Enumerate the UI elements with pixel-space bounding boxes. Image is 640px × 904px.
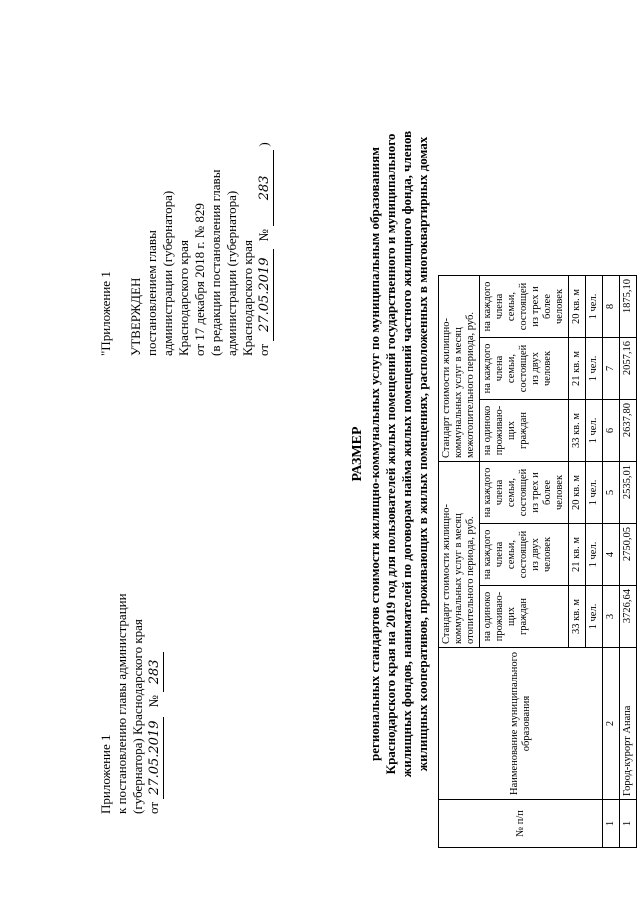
standards-table <box>438 275 637 848</box>
approved-line-4: администрации (губернатора) <box>160 190 175 356</box>
row-value: 2750,05 <box>620 524 637 586</box>
area-cell: 20 кв. м <box>569 462 586 524</box>
persons-cell: 1 чел. <box>586 586 603 648</box>
header-heating-period: Стандарт стоимости жилищно-коммунальных услуг в месяц отопительного периода, руб. <box>439 462 480 648</box>
title-line-1: региональных стандартов стоимости жилищно-коммунальных услуг по муниципальным образованиям <box>367 147 382 761</box>
left-date: 27.05.2019 <box>147 717 164 799</box>
right-appendix-title: "Приложение 1 <box>98 271 113 356</box>
left-number: 283 <box>147 652 164 692</box>
area-cell: 33 кв. м <box>569 586 586 648</box>
column-number: 6 <box>603 400 620 462</box>
table-header-row-1 <box>439 276 480 848</box>
approved-line-6: от 17 декабря 2018 г. № 829 <box>192 203 207 356</box>
column-number: 8 <box>603 276 620 338</box>
right-number: 283 <box>257 150 274 226</box>
approved-line-3: постановлением главы <box>144 230 159 356</box>
header-nonheating-single: на одиноко проживаю-щих граждан <box>480 400 569 462</box>
approved-line-8: администрации (губернатора) <box>224 190 239 356</box>
persons-cell: 1 чел. <box>586 276 603 338</box>
area-cell: 21 кв. м <box>569 524 586 586</box>
header-nonheating-two: на каждого члена семьи, состоящей из двух человек <box>480 338 569 400</box>
column-number: 7 <box>603 338 620 400</box>
right-header-block <box>98 142 274 356</box>
row-value: 3726,64 <box>620 586 637 648</box>
persons-cell: 1 чел. <box>586 338 603 400</box>
left-header-block <box>98 593 164 814</box>
approved-line-5: Краснодарского края <box>176 240 191 356</box>
header-no: № п/п <box>439 800 603 848</box>
header-heating-two: на каждого члена семьи, состоящей из двух человек <box>480 524 569 586</box>
row-value: 1875,10 <box>620 276 637 338</box>
header-heating-three: на каждого члена семьи, состоящей из трех и более человек <box>480 462 569 524</box>
header-municipality: Наименование муниципального образования <box>439 648 603 800</box>
title-line-2: Краснодарского края на 2019 год для пользователей жилых помещений государственного и муниципального <box>383 133 398 775</box>
column-number: 5 <box>603 462 620 524</box>
column-number: 1 <box>603 800 620 848</box>
row-value: 2535,01 <box>620 462 637 524</box>
column-number-row <box>603 276 620 848</box>
persons-cell: 1 чел. <box>586 524 603 586</box>
approved-label: УТВЕРЖДЕН <box>128 277 143 356</box>
header-nonheating-three: на каждого члена семьи, состоящей из трех и более человек <box>480 276 569 338</box>
title-heading: РАЗМЕР <box>350 426 365 482</box>
area-cell: 33 кв. м <box>569 400 586 462</box>
left-governor-line: (губернатора) Краснодарского края <box>130 619 145 814</box>
document-title <box>350 74 431 834</box>
approved-line-7: (в редакции постановления главы <box>208 169 223 356</box>
row-value: 2057,16 <box>620 338 637 400</box>
approved-line-9: Краснодарского края <box>240 240 255 356</box>
area-cell: 21 кв. м <box>569 338 586 400</box>
column-number: 4 <box>603 524 620 586</box>
column-number: 2 <box>603 648 620 800</box>
table-row <box>620 276 637 848</box>
header-nonheating-period: Стандарт стоимости жилищно-коммунальных услуг в месяц межотопительного периода, руб. <box>439 276 480 462</box>
row-municipality: Город-курорт Анапа <box>620 648 637 800</box>
area-cell: 20 кв. м <box>569 276 586 338</box>
left-appendix-title: Приложение 1 <box>98 734 113 814</box>
left-decree-line: к постановлению главы администрации <box>114 593 129 814</box>
persons-cell: 1 чел. <box>586 400 603 462</box>
right-date: 27.05.2019 <box>257 249 274 341</box>
left-date-line: от 27.05.2019 № 283 <box>146 593 164 814</box>
title-line-3: жилищных фондов, нанимателей по договорам найма жилых помещений частного жилищного фонда, членов <box>399 130 414 778</box>
row-value: 2637,80 <box>620 400 637 462</box>
right-date-line: от 27.05.2019 № 283 ) <box>256 142 272 356</box>
title-line-4: жилищных кооперативов, проживающих в жилых помещениях, расположенных в многоквартирных домах <box>415 136 430 772</box>
row-no: 1 <box>620 800 637 848</box>
header-heating-single: на одиноко проживаю-щих граждан <box>480 586 569 648</box>
persons-cell: 1 чел. <box>586 462 603 524</box>
column-number: 3 <box>603 586 620 648</box>
